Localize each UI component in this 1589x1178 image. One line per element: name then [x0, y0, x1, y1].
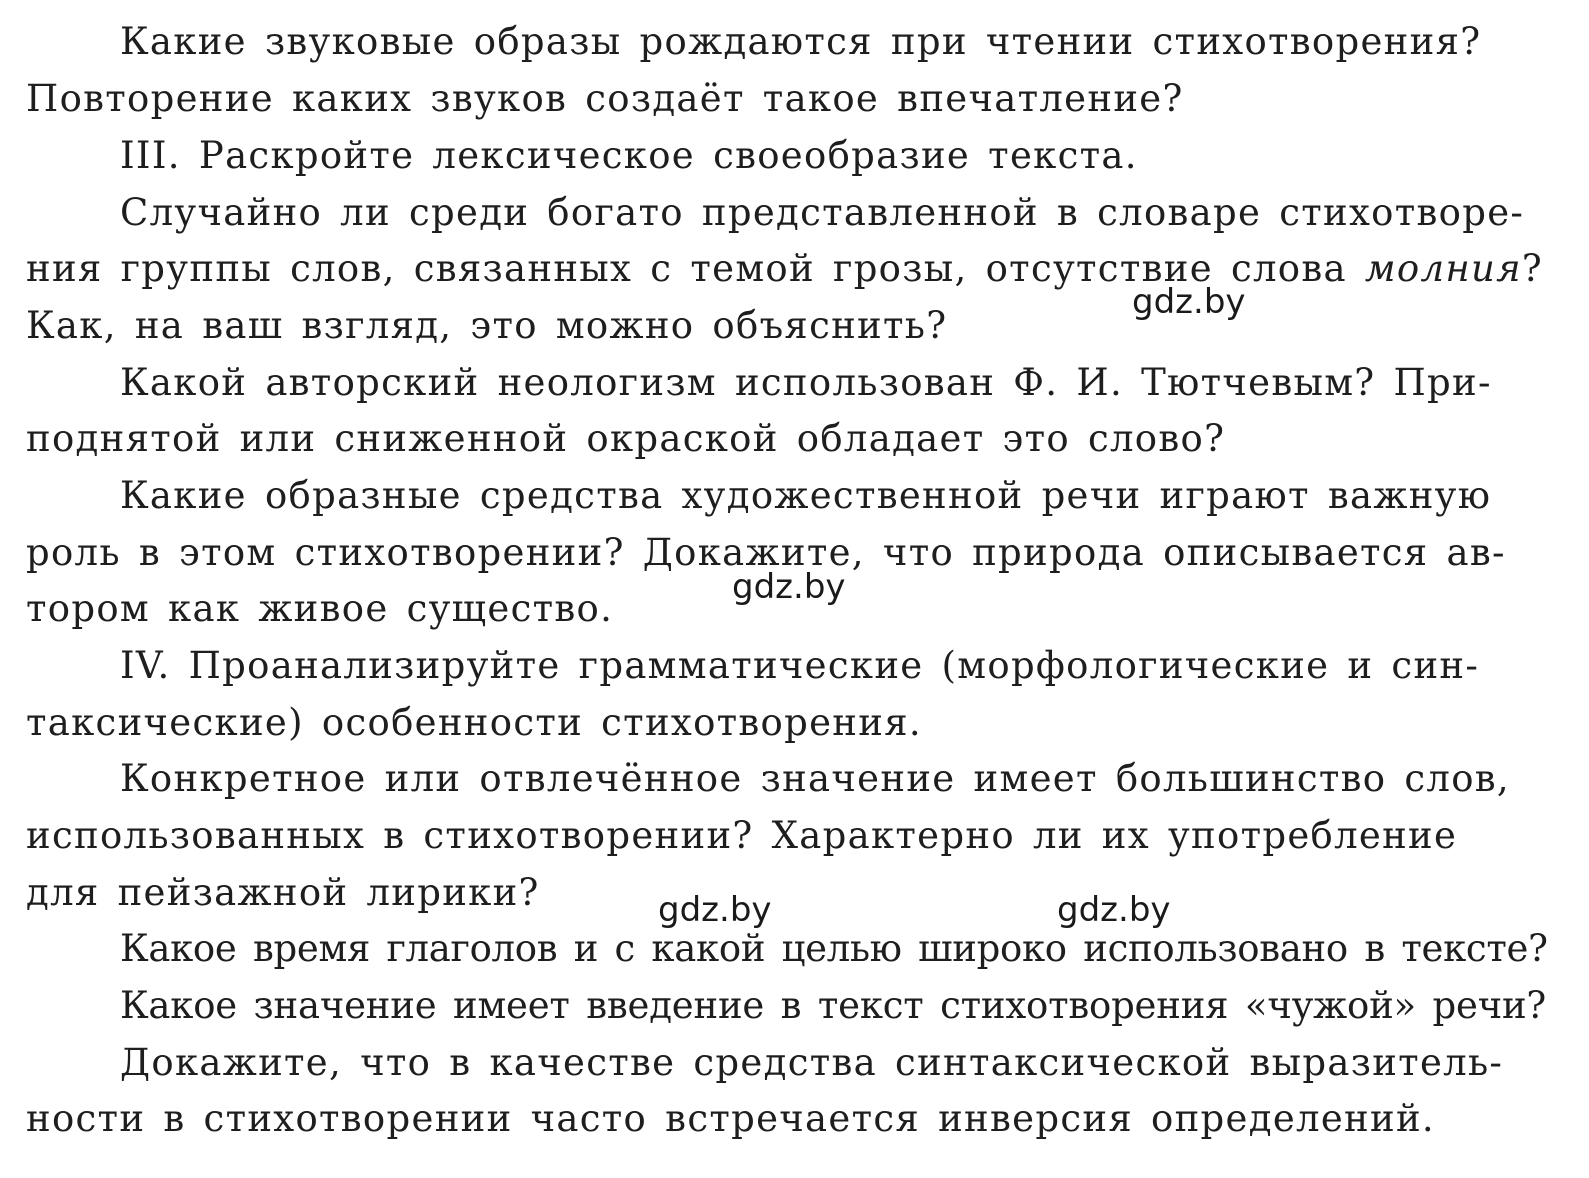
text-line: Случайно ли среди богато представленной в словаре стихотворе- [120, 191, 1525, 234]
text-line [26, 241, 1543, 297]
watermark: gdz.by [732, 567, 846, 607]
text-line: Как, на ваш взгляд, это можно объяснить? [26, 304, 948, 347]
text-line: Какое время глаголов и с какой целью широко использовано в тексте? [120, 927, 1548, 970]
text-segment: ния группы слов, связанных с темой грозы, отсутствие слова [26, 247, 1365, 290]
text-line: роль в этом стихотворении? Докажите, что природа описывается ав- [26, 531, 1506, 574]
text-segment: ? [1521, 247, 1544, 290]
text-line: тором как живое существо. [26, 587, 614, 630]
text-line: Докажите, что в качестве средства синтаксической выразитель- [120, 1041, 1504, 1084]
watermark: gdz.by [1057, 890, 1171, 930]
text-line: Какие образные средства художественной речи играют важную [120, 474, 1492, 517]
text-line: использованных в стихотворении? Характерно ли их употребление [26, 814, 1458, 857]
italic-term: молния [1364, 247, 1522, 290]
text-line: ности в стихотворении часто встречается инверсия определений. [26, 1097, 1435, 1140]
text-line: Какие звуковые образы рождаются при чтении стихотворения? [120, 20, 1482, 63]
watermark: gdz.by [658, 890, 772, 930]
text-line: Какой авторский неологизм использован Ф. И. Тютчевым? При- [120, 361, 1492, 404]
text-line: для пейзажной лирики? [26, 871, 540, 914]
text-line: поднятой или сниженной окраской обладает это слово? [26, 417, 1226, 460]
text-line: Повторение каких звуков создаёт такое впечатление? [26, 77, 1184, 120]
watermark: gdz.by [1132, 282, 1246, 322]
text-line: таксические) особенности стихотворения. [26, 701, 922, 744]
section-heading-iii: III. Раскройте лексическое своеобразие текста. [120, 134, 1138, 177]
text-line: Конкретное или отвлечённое значение имеет большинство слов, [120, 757, 1510, 800]
text-line: Какое значение имеет введение в текст стихотворения «чужой» речи? [120, 984, 1547, 1027]
section-heading-iv: IV. Проанализируйте грамматические (морфологические и син- [120, 644, 1480, 687]
